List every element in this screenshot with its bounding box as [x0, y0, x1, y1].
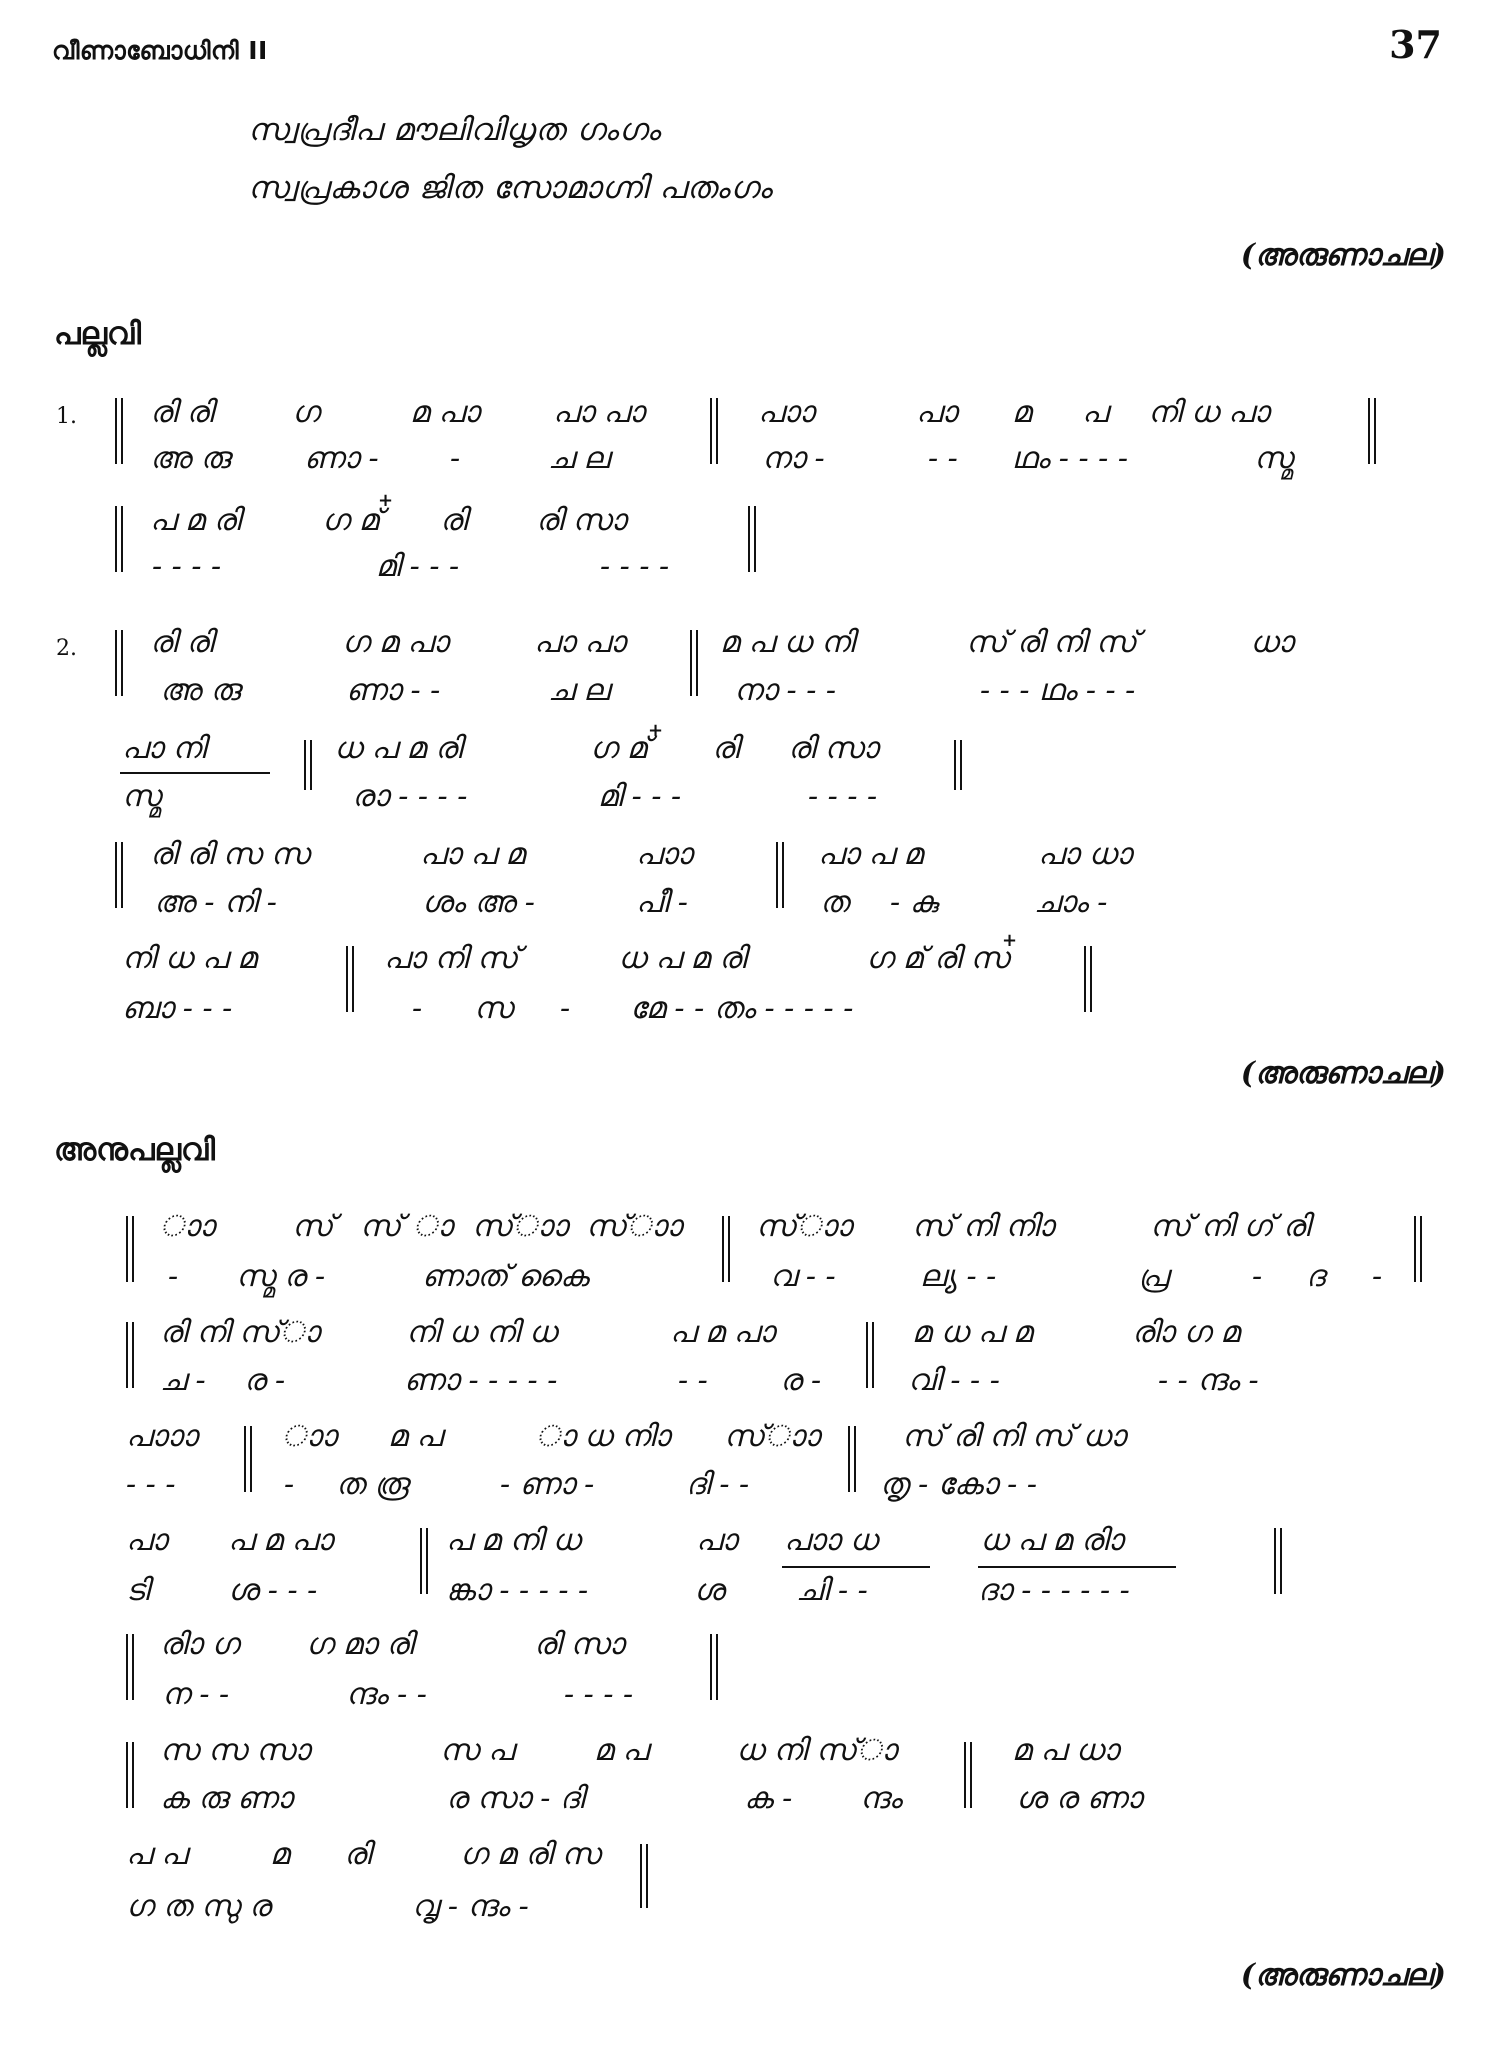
notation-cell: സ്മ	[1254, 441, 1293, 476]
notation-cell: രി സാ	[534, 1627, 624, 1662]
notation-cell: ശ ര ണാ	[1016, 1781, 1142, 1816]
sahitya-row	[0, 1780, 1142, 1818]
notation-cell: പാ നി സ്	[384, 941, 519, 976]
notation-cell: ദാ - - - - - -	[978, 1573, 1130, 1608]
notation-cell: പാ‍ാ	[636, 837, 693, 872]
notation-cell: സ പ	[440, 1733, 514, 1768]
notation-cell: ച -	[160, 1363, 206, 1398]
double-bar	[420, 1528, 428, 1594]
notation-cell: -	[1252, 1259, 1263, 1294]
verse-line-2: സ്വപ്രകാശ ജിത സോമാഗ്നി പതംഗം	[248, 170, 773, 206]
notation-cell: പാ നി	[122, 731, 206, 766]
notation-cell: - കു	[890, 885, 938, 920]
notation-cell: ഥം - - - -	[1012, 441, 1128, 476]
notation-cell: ത	[820, 885, 849, 920]
notation-cell: ഗ മ പാ	[342, 625, 449, 660]
notation-cell: സ്ാ‍ാ	[724, 1419, 820, 1454]
notation-cell: -	[284, 1467, 295, 1502]
notation-cell: രി‍ാ ഗ മ	[1132, 1315, 1240, 1350]
notation-cell: പ പ	[126, 1837, 187, 1872]
notation-cell: രി	[440, 503, 467, 538]
notation-cell: ത രൂ	[336, 1467, 409, 1502]
notation-cell: സ് ാ	[360, 1209, 453, 1244]
notation-cell: ക രു ണാ	[160, 1781, 293, 1816]
sahitya-row	[0, 1888, 529, 1926]
double-bar	[710, 398, 718, 464]
notation-cell: ാ‍ാ	[282, 1419, 337, 1454]
notation-cell: ഗ ത സു ര	[126, 1889, 271, 1924]
double-bar	[1084, 946, 1092, 1012]
notation-cell: -	[168, 1259, 179, 1294]
notation-cell: ങ്കാ - - - - -	[446, 1573, 589, 1608]
notation-cell: ഗ മ് രി സ	[866, 941, 1009, 976]
notation-cell: സ	[474, 991, 513, 1026]
sangati-number-1: 1.	[56, 404, 77, 429]
notation-cell: പ മ നി ധ	[446, 1523, 581, 1558]
swara-row	[0, 1626, 624, 1664]
tara-stayi-mark: +	[648, 720, 664, 741]
running-head: വീണാബോധിനി II	[52, 36, 268, 65]
section-heading-anupallavi: അനുപല്ലവി	[54, 1132, 215, 1168]
notation-cell: മി - - -	[598, 779, 682, 814]
notation-cell: ചി - -	[796, 1573, 868, 1608]
notation-cell: തൃ - കോ - -	[880, 1467, 1037, 1502]
notation-cell: - - - -	[808, 779, 878, 814]
notation-cell: വ - -	[770, 1259, 836, 1294]
refrain-marker: (അരുണാചല)	[1240, 1056, 1446, 1091]
notation-cell: മ	[270, 1837, 289, 1872]
notation-cell: ണാ - -	[346, 673, 441, 708]
notation-cell: രി	[344, 1837, 371, 1872]
swara-row	[0, 1732, 1119, 1770]
notation-cell: പാ പാ	[534, 625, 626, 660]
notation-cell: പ്ര	[1138, 1259, 1169, 1294]
notation-cell: പ മ പാ	[228, 1523, 333, 1558]
double-bar	[126, 1322, 134, 1388]
notation-cell: നി ധ നി ധ	[406, 1315, 557, 1350]
notation-cell: ക -	[744, 1781, 793, 1816]
swara-row	[0, 624, 1294, 662]
verse-line-1: സ്വപ്രദീപ മൗലിവിധൃത ഗംഗം	[248, 112, 661, 148]
notation-cell: രി സാ	[536, 503, 626, 538]
notation-cell: - -	[928, 441, 958, 476]
notation-cell: രി രി	[150, 395, 214, 430]
notation-cell: -	[1372, 1259, 1383, 1294]
sahitya-row	[0, 778, 878, 816]
notation-cell: ാ	[536, 1419, 576, 1454]
notation-cell: മി - - -	[376, 549, 460, 584]
notation-cell: ധ പ മ രി	[618, 941, 746, 976]
underline-mark	[782, 1566, 930, 1568]
double-bar	[954, 740, 962, 790]
sahitya-row	[0, 990, 854, 1028]
notation-cell: ഗ	[292, 395, 320, 430]
double-bar	[640, 1844, 648, 1908]
notation-cell: സ്മ	[122, 779, 161, 814]
notation-cell: - - - -	[600, 549, 670, 584]
notation-cell: സ്ാ‍ാ	[586, 1209, 682, 1244]
notation-cell: അ - നി -	[154, 885, 277, 920]
notation-cell: സ് രി നി സ്	[966, 625, 1137, 660]
sahitya-row	[0, 884, 1108, 922]
notation-cell: ധ പ മ രി	[334, 731, 462, 766]
notation-cell: നാ - - -	[734, 673, 837, 708]
double-bar	[346, 946, 354, 1012]
notation-cell: പാ പാ	[553, 395, 645, 430]
notation-cell: നാ -	[762, 441, 825, 476]
notation-cell: ച ല	[548, 673, 610, 708]
double-bar	[126, 1742, 134, 1808]
notation-cell: ധാ	[1250, 625, 1294, 660]
notation-cell: പാ പ മ	[818, 837, 923, 872]
notation-cell: ദ	[1306, 1259, 1325, 1294]
notation-cell: പാ	[126, 1523, 167, 1558]
notation-cell: മേ - - തം - - - - -	[630, 991, 854, 1026]
notation-cell: പാ‍ാ ധ	[784, 1523, 878, 1558]
double-bar	[710, 1634, 718, 1700]
double-bar	[244, 1426, 252, 1492]
notation-cell: പാ	[916, 395, 957, 430]
notation-cell: മ	[1012, 395, 1031, 430]
sahitya-row	[0, 1362, 1259, 1400]
notation-cell: അ രു	[150, 441, 230, 476]
notation-cell: രി‍ാ ഗ	[160, 1627, 239, 1662]
notation-cell: രി രി സ സ	[150, 837, 310, 872]
notation-cell: ഗ മ്	[322, 503, 381, 538]
swara-row	[0, 730, 878, 768]
sangati-number-2: 2.	[56, 636, 77, 661]
sahitya-row	[0, 1572, 1130, 1610]
notation-cell: നി ധ പാ	[1148, 395, 1269, 430]
notation-cell: പ	[1082, 395, 1108, 430]
notation-cell: സ സ സാ	[160, 1733, 310, 1768]
notation-cell: പ മ പാ	[670, 1315, 775, 1350]
notation-cell: ധ നി സ്ാ	[736, 1733, 897, 1768]
notation-cell: -	[412, 991, 423, 1026]
notation-cell: പാ	[696, 1523, 737, 1558]
notation-cell: മ പ	[594, 1733, 649, 1768]
tara-stayi-mark: +	[1002, 930, 1018, 951]
sahitya-row	[0, 1258, 1383, 1296]
notation-cell: ഗ മാ രി	[306, 1627, 414, 1662]
notation-cell: ന - -	[162, 1677, 230, 1712]
notation-cell: - - - ഥം - - -	[980, 673, 1136, 708]
notation-cell: ാ‍ാ	[160, 1209, 215, 1244]
notation-cell: മ പ	[388, 1419, 443, 1454]
notation-cell: ചാം -	[1034, 885, 1108, 920]
notation-cell: പാ ധാ	[1038, 837, 1132, 872]
notation-cell: നി ധ പ മ	[122, 941, 257, 976]
double-bar	[964, 1742, 972, 1808]
swara-row	[0, 1418, 1126, 1456]
notation-cell: - - -	[126, 1467, 176, 1502]
sahitya-row	[0, 672, 1136, 710]
notation-cell: ല്യ - -	[920, 1259, 997, 1294]
notation-cell: പീ -	[636, 885, 688, 920]
notation-cell: ശ - - -	[228, 1573, 318, 1608]
notation-cell: മ ധ പ മ	[912, 1315, 1032, 1350]
sahitya-row	[0, 1466, 1037, 1504]
notation-cell: ര -	[780, 1363, 822, 1398]
double-bar	[115, 398, 123, 464]
refrain-marker: (അരുണാചല)	[1240, 1958, 1446, 1993]
notation-cell: സ്	[292, 1209, 334, 1244]
swara-row	[0, 836, 1132, 874]
swara-row	[0, 1314, 1240, 1352]
refrain-marker: (അരുണാചല)	[1240, 238, 1446, 273]
notation-cell: പ മ രി	[150, 503, 241, 538]
notation-cell: രി രി	[150, 625, 214, 660]
double-bar	[848, 1426, 856, 1492]
underline-mark	[978, 1566, 1176, 1568]
notation-cell: മ പ ധ നി	[720, 625, 855, 660]
notation-cell: -	[560, 991, 571, 1026]
notation-cell: വി - - -	[908, 1363, 1000, 1398]
notation-cell: ടി	[126, 1573, 149, 1608]
notation-cell: ഗ മ്	[590, 731, 649, 766]
swara-row	[0, 940, 1009, 978]
notation-cell: ശ	[694, 1573, 725, 1608]
notation-cell: ച ല	[548, 441, 610, 476]
sahitya-row	[0, 548, 670, 586]
underline-mark	[120, 772, 270, 774]
notation-cell: സ്ാ‍ാ	[756, 1209, 852, 1244]
double-bar	[1368, 398, 1376, 464]
notation-cell: പാ പ മ	[420, 837, 525, 872]
notation-cell: മ പ ധാ	[1012, 1733, 1119, 1768]
notation-cell: ദി - -	[686, 1467, 750, 1502]
sahitya-row	[0, 440, 1293, 478]
section-heading-pallavi: പല്ലവി	[54, 316, 141, 352]
double-bar	[722, 1216, 730, 1282]
notation-cell: ന്ദം - -	[346, 1677, 427, 1712]
notation-cell: ശം അ -	[422, 885, 535, 920]
notation-cell: പാ‍ാ	[758, 395, 815, 430]
swara-row	[0, 394, 1269, 432]
sahitya-row	[0, 1676, 634, 1714]
notation-cell: രി സാ	[788, 731, 878, 766]
double-bar	[866, 1322, 874, 1388]
notation-cell: -	[450, 441, 461, 476]
double-bar	[776, 842, 784, 908]
notation-cell: ധ പ മ രി‍ാ	[980, 1523, 1123, 1558]
notation-cell: രാ - - - -	[352, 779, 468, 814]
notation-cell: ബാ - - -	[122, 991, 233, 1026]
double-bar	[115, 842, 123, 908]
double-bar	[1274, 1528, 1282, 1594]
notation-cell: ണാ -	[304, 441, 379, 476]
double-bar	[126, 1634, 134, 1700]
swara-row	[0, 502, 626, 540]
notation-cell: - - ന്ദം -	[1158, 1363, 1259, 1398]
notation-cell: സ് നി ഗ് രി	[1150, 1209, 1310, 1244]
notation-cell: ന്ദം	[860, 1781, 902, 1816]
notation-cell: സ്മ ര -	[236, 1259, 326, 1294]
double-bar	[115, 506, 123, 572]
double-bar	[1414, 1216, 1422, 1282]
notation-cell: - - - -	[152, 549, 222, 584]
double-bar	[115, 630, 123, 696]
notation-cell: പാ‍ാ‍ാ	[126, 1419, 198, 1454]
notation-cell: ഗ മ രി സ	[460, 1837, 600, 1872]
swara-row	[0, 1522, 1123, 1560]
notation-cell: ണാത് കൈ	[422, 1259, 589, 1294]
double-bar	[690, 630, 698, 696]
page-number: 37	[1389, 22, 1442, 67]
notation-cell: അ രു	[160, 673, 240, 708]
notation-cell: ണാ - - - - -	[404, 1363, 558, 1398]
tara-stayi-mark: +	[378, 490, 394, 511]
notation-cell: - -	[678, 1363, 708, 1398]
notation-cell: വൃ - ന്ദം -	[412, 1889, 529, 1924]
notation-cell: ധ നി‍ാ	[584, 1419, 670, 1454]
swara-row	[0, 1208, 1310, 1246]
notation-cell: മ പാ	[410, 395, 480, 430]
double-bar	[304, 740, 312, 790]
double-bar	[126, 1216, 134, 1282]
notation-cell: - - - -	[564, 1677, 634, 1712]
notation-cell: സ് രി നി സ് ധാ	[902, 1419, 1126, 1454]
notation-cell: സ്ാ‍ാ	[472, 1209, 568, 1244]
notation-cell: ര സാ - ദി	[446, 1781, 584, 1816]
notation-cell: - ണാ -	[500, 1467, 595, 1502]
notation-cell: രി നി സ്ാ	[160, 1315, 320, 1350]
swara-row	[0, 1836, 600, 1874]
double-bar	[748, 506, 756, 572]
notation-cell: സ് നി നി‍ാ	[912, 1209, 1054, 1244]
notation-cell: രി	[712, 731, 739, 766]
notation-cell: ര -	[244, 1363, 286, 1398]
